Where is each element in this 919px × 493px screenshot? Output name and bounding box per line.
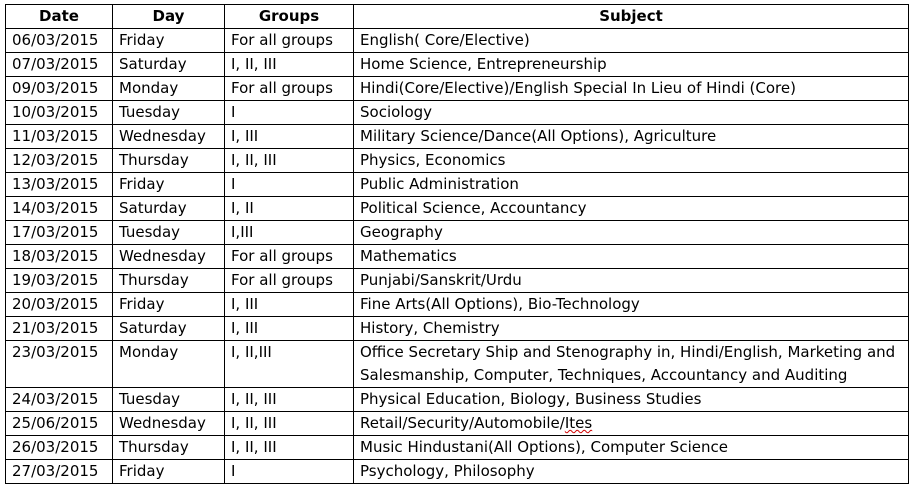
table-row (6, 341, 909, 388)
subject-cell: Hindi(Core/Elective)/English Special In Lieu of Hindi (Core) (354, 77, 909, 101)
day-cell: Friday (113, 293, 225, 317)
date-cell: 10/03/2015 (6, 101, 113, 125)
table-row (6, 245, 909, 269)
groups-cell: I,III (225, 221, 354, 245)
groups-cell: I, III (225, 317, 354, 341)
table-row (6, 77, 909, 101)
subject-cell: Political Science, Accountancy (354, 197, 909, 221)
date-cell: 19/03/2015 (6, 269, 113, 293)
subject-cell: Punjabi/Sanskrit/Urdu (354, 269, 909, 293)
header-subject: Subject (354, 5, 909, 29)
date-cell: 21/03/2015 (6, 317, 113, 341)
day-cell: Thursday (113, 436, 225, 460)
date-cell: 06/03/2015 (6, 29, 113, 53)
groups-cell: I, II, III (225, 412, 354, 436)
groups-cell: I, II, III (225, 388, 354, 412)
date-cell: 20/03/2015 (6, 293, 113, 317)
day-cell: Saturday (113, 317, 225, 341)
date-cell: 26/03/2015 (6, 436, 113, 460)
subject-cell: Music Hindustani(All Options), Computer Science (354, 436, 909, 460)
groups-cell: I (225, 173, 354, 197)
subject-cell: Geography (354, 221, 909, 245)
subject-cell: Home Science, Entrepreneurship (354, 53, 909, 77)
groups-cell: I, II, III (225, 436, 354, 460)
table-row (6, 412, 909, 436)
subject-cell: Military Science/Dance(All Options), Agriculture (354, 125, 909, 149)
date-cell: 25/06/2015 (6, 412, 113, 436)
date-cell: 12/03/2015 (6, 149, 113, 173)
groups-cell: I, II, III (225, 53, 354, 77)
day-cell: Wednesday (113, 245, 225, 269)
table-row (6, 317, 909, 341)
table-row (6, 293, 909, 317)
groups-cell: For all groups (225, 29, 354, 53)
table-row (6, 173, 909, 197)
groups-cell: For all groups (225, 245, 354, 269)
day-cell: Friday (113, 173, 225, 197)
day-cell: Saturday (113, 53, 225, 77)
day-cell: Wednesday (113, 125, 225, 149)
day-cell: Tuesday (113, 101, 225, 125)
subject-cell: Physics, Economics (354, 149, 909, 173)
subject-text: Retail/Security/Automobile/ (360, 414, 565, 432)
table-row (6, 125, 909, 149)
table-row (6, 29, 909, 53)
subject-cell: Sociology (354, 101, 909, 125)
table-row (6, 388, 909, 412)
header-date: Date (6, 5, 113, 29)
groups-cell: I, II,III (225, 341, 354, 388)
subject-cell: History, Chemistry (354, 317, 909, 341)
date-cell: 18/03/2015 (6, 245, 113, 269)
table-row (6, 53, 909, 77)
day-cell: Monday (113, 77, 225, 101)
table-row (6, 101, 909, 125)
subject-cell: Psychology, Philosophy (354, 460, 909, 484)
date-cell: 17/03/2015 (6, 221, 113, 245)
date-cell: 27/03/2015 (6, 460, 113, 484)
date-cell: 14/03/2015 (6, 197, 113, 221)
day-cell: Wednesday (113, 412, 225, 436)
day-cell: Friday (113, 460, 225, 484)
subject-cell: Office Secretary Ship and Stenography in, Hindi/English, Marketing and Salesmanship, Computer, Techniques, Accountancy and Auditing (354, 341, 909, 388)
subject-cell (354, 412, 909, 436)
table-row (6, 149, 909, 173)
day-cell: Thursday (113, 149, 225, 173)
subject-cell: English( Core/Elective) (354, 29, 909, 53)
subject-cell: Public Administration (354, 173, 909, 197)
table-row (6, 197, 909, 221)
date-cell: 11/03/2015 (6, 125, 113, 149)
table-row (6, 460, 909, 484)
exam-schedule-table (5, 4, 909, 484)
table-row (6, 221, 909, 245)
table-row (6, 436, 909, 460)
groups-cell: I, III (225, 125, 354, 149)
date-cell: 13/03/2015 (6, 173, 113, 197)
groups-cell: For all groups (225, 77, 354, 101)
groups-cell: I (225, 460, 354, 484)
header-day: Day (113, 5, 225, 29)
date-cell: 09/03/2015 (6, 77, 113, 101)
day-cell: Thursday (113, 269, 225, 293)
subject-cell: Fine Arts(All Options), Bio-Technology (354, 293, 909, 317)
day-cell: Friday (113, 29, 225, 53)
date-cell: 24/03/2015 (6, 388, 113, 412)
day-cell: Tuesday (113, 388, 225, 412)
groups-cell: I (225, 101, 354, 125)
day-cell: Tuesday (113, 221, 225, 245)
header-groups: Groups (225, 5, 354, 29)
groups-cell: I, II (225, 197, 354, 221)
day-cell: Saturday (113, 197, 225, 221)
date-cell: 07/03/2015 (6, 53, 113, 77)
table-row (6, 269, 909, 293)
spelling-underlined-word: Ites (564, 414, 593, 432)
subject-cell: Mathematics (354, 245, 909, 269)
subject-cell: Physical Education, Biology, Business Studies (354, 388, 909, 412)
groups-cell: For all groups (225, 269, 354, 293)
date-cell: 23/03/2015 (6, 341, 113, 388)
day-cell: Monday (113, 341, 225, 388)
groups-cell: I, III (225, 293, 354, 317)
header-row (6, 5, 909, 29)
groups-cell: I, II, III (225, 149, 354, 173)
